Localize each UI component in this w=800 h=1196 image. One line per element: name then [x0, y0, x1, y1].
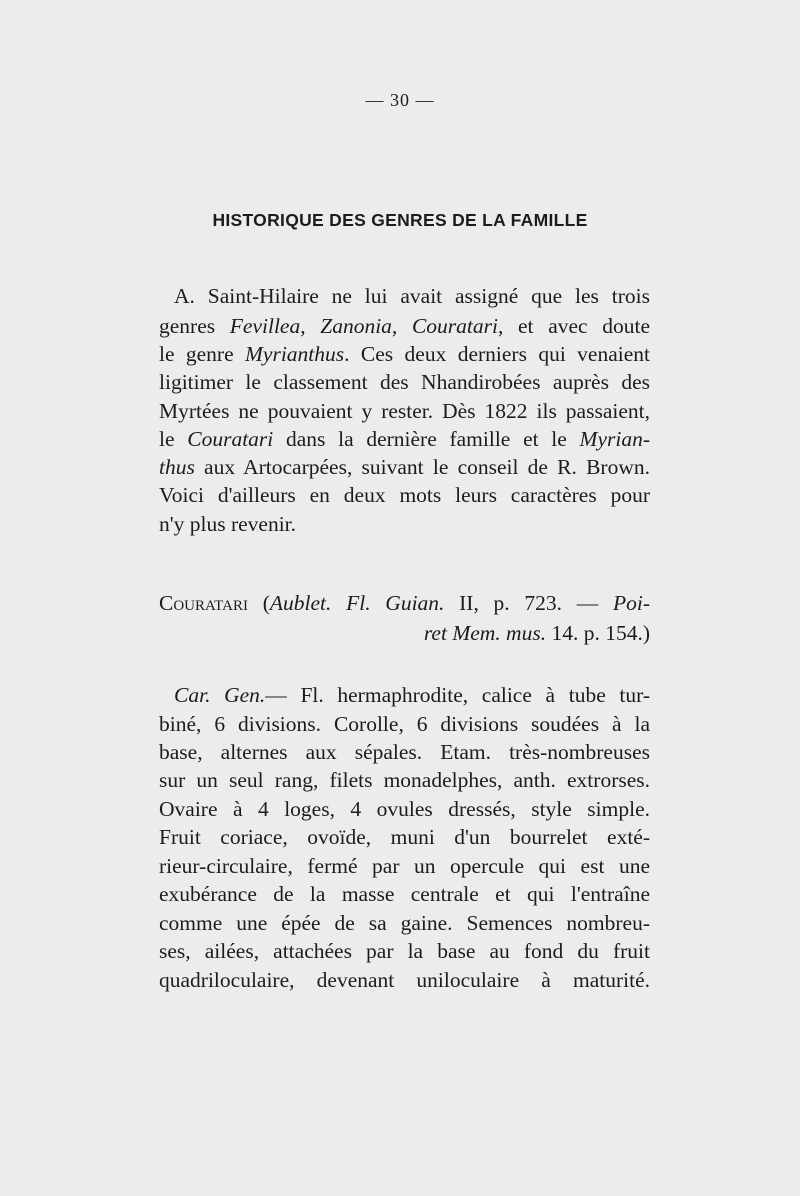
text-run: le: [159, 427, 188, 451]
italic-text: Couratari: [187, 427, 274, 451]
text-run: Fruit coriace, ovoïde, muni d'un bourrelet exté-: [159, 825, 650, 849]
italic-text: Poi-: [612, 591, 650, 615]
text-run: ligitimer le classement des Nhandirobées auprès des: [159, 370, 650, 394]
paragraph1-line: [159, 453, 650, 481]
paragraph2-line: [159, 766, 650, 794]
text-run: n'y plus revenir.: [159, 512, 297, 536]
italic-text: Aublet. Fl. Guian.: [269, 591, 445, 615]
paragraph1-line: [159, 312, 650, 340]
paragraph2-line: [159, 738, 650, 766]
paragraph2-line: [159, 880, 650, 908]
citation-line: [159, 589, 650, 617]
text-run: — Fl. hermaphrodite, calice à tube tur-: [265, 683, 650, 707]
italic-text: Myrianthus: [245, 342, 345, 366]
paragraph1-line: [174, 282, 650, 310]
section-heading: HISTORIQUE DES GENRES DE LA FAMILLE: [212, 210, 588, 230]
text-run: le genre: [159, 342, 246, 366]
paragraph1-line: [159, 481, 650, 509]
paragraph1-line: [159, 368, 650, 396]
text-run: dans la dernière famille et le: [273, 427, 580, 451]
paragraph1-line: [159, 340, 650, 368]
citation-line: [159, 619, 650, 647]
text-run: base, alternes aux sépales. Etam. très-nombreuses: [159, 740, 650, 764]
italic-text: Car. Gen.: [174, 683, 266, 707]
page-number: — 30 —: [365, 90, 435, 110]
paragraph2-line: [159, 795, 650, 823]
paragraph1-line: [159, 397, 650, 425]
italic-text: thus: [159, 455, 195, 479]
text-run: Myrtées ne pouvaient y rester. Dès 1822 ils passaient,: [159, 399, 650, 423]
italic-text: ret Mem. mus.: [423, 621, 547, 645]
text-run: II, p. 723. —: [444, 591, 613, 615]
italic-text: Fevillea, Zanonia, Couratari: [229, 314, 498, 338]
paragraph2-line: [159, 710, 650, 738]
small-caps-text: Couratari: [159, 591, 248, 615]
text-run: Voici d'ailleurs en deux mots leurs caractères pour: [159, 483, 650, 507]
italic-text: Myrian-: [579, 427, 650, 451]
text-run: rieur-circulaire, fermé par un opercule qui est une: [159, 854, 650, 878]
text-run: (: [247, 591, 270, 615]
text-run: aux Artocarpées, suivant le conseil de R. Brown.: [194, 455, 650, 479]
text-run: , et avec doute: [497, 314, 650, 338]
text-run: . Ces deux derniers qui venaient: [344, 342, 650, 366]
paragraph2-line: [159, 909, 650, 937]
text-run: exubérance de la masse centrale et qui l'entraîne: [159, 882, 650, 906]
paragraph1-line: [159, 510, 650, 538]
text-run: biné, 6 divisions. Corolle, 6 divisions soudées à la: [159, 712, 650, 736]
paragraph2-line: [174, 681, 650, 709]
paragraph2-line: [159, 852, 650, 880]
text-run: genres: [159, 314, 230, 338]
text-run: A. Saint-Hilaire ne lui avait assigné que les trois: [174, 284, 650, 308]
text-run: Ovaire à 4 loges, 4 ovules dressés, style simple.: [159, 797, 650, 821]
paragraph2-line: [159, 823, 650, 851]
text-run: sur un seul rang, filets monadelphes, anth. extrorses.: [159, 768, 650, 792]
text-run: ses, ailées, attachées par la base au fond du fruit: [159, 939, 650, 963]
text-run: comme une épée de sa gaine. Semences nombreu-: [159, 911, 650, 935]
paragraph2-line: [159, 966, 650, 994]
text-run: quadriloculaire, devenant uniloculaire à maturité.: [159, 968, 650, 992]
paragraph2-line: [159, 937, 650, 965]
paragraph1-line: [159, 425, 650, 453]
text-run: 14. p. 154.): [546, 621, 650, 645]
